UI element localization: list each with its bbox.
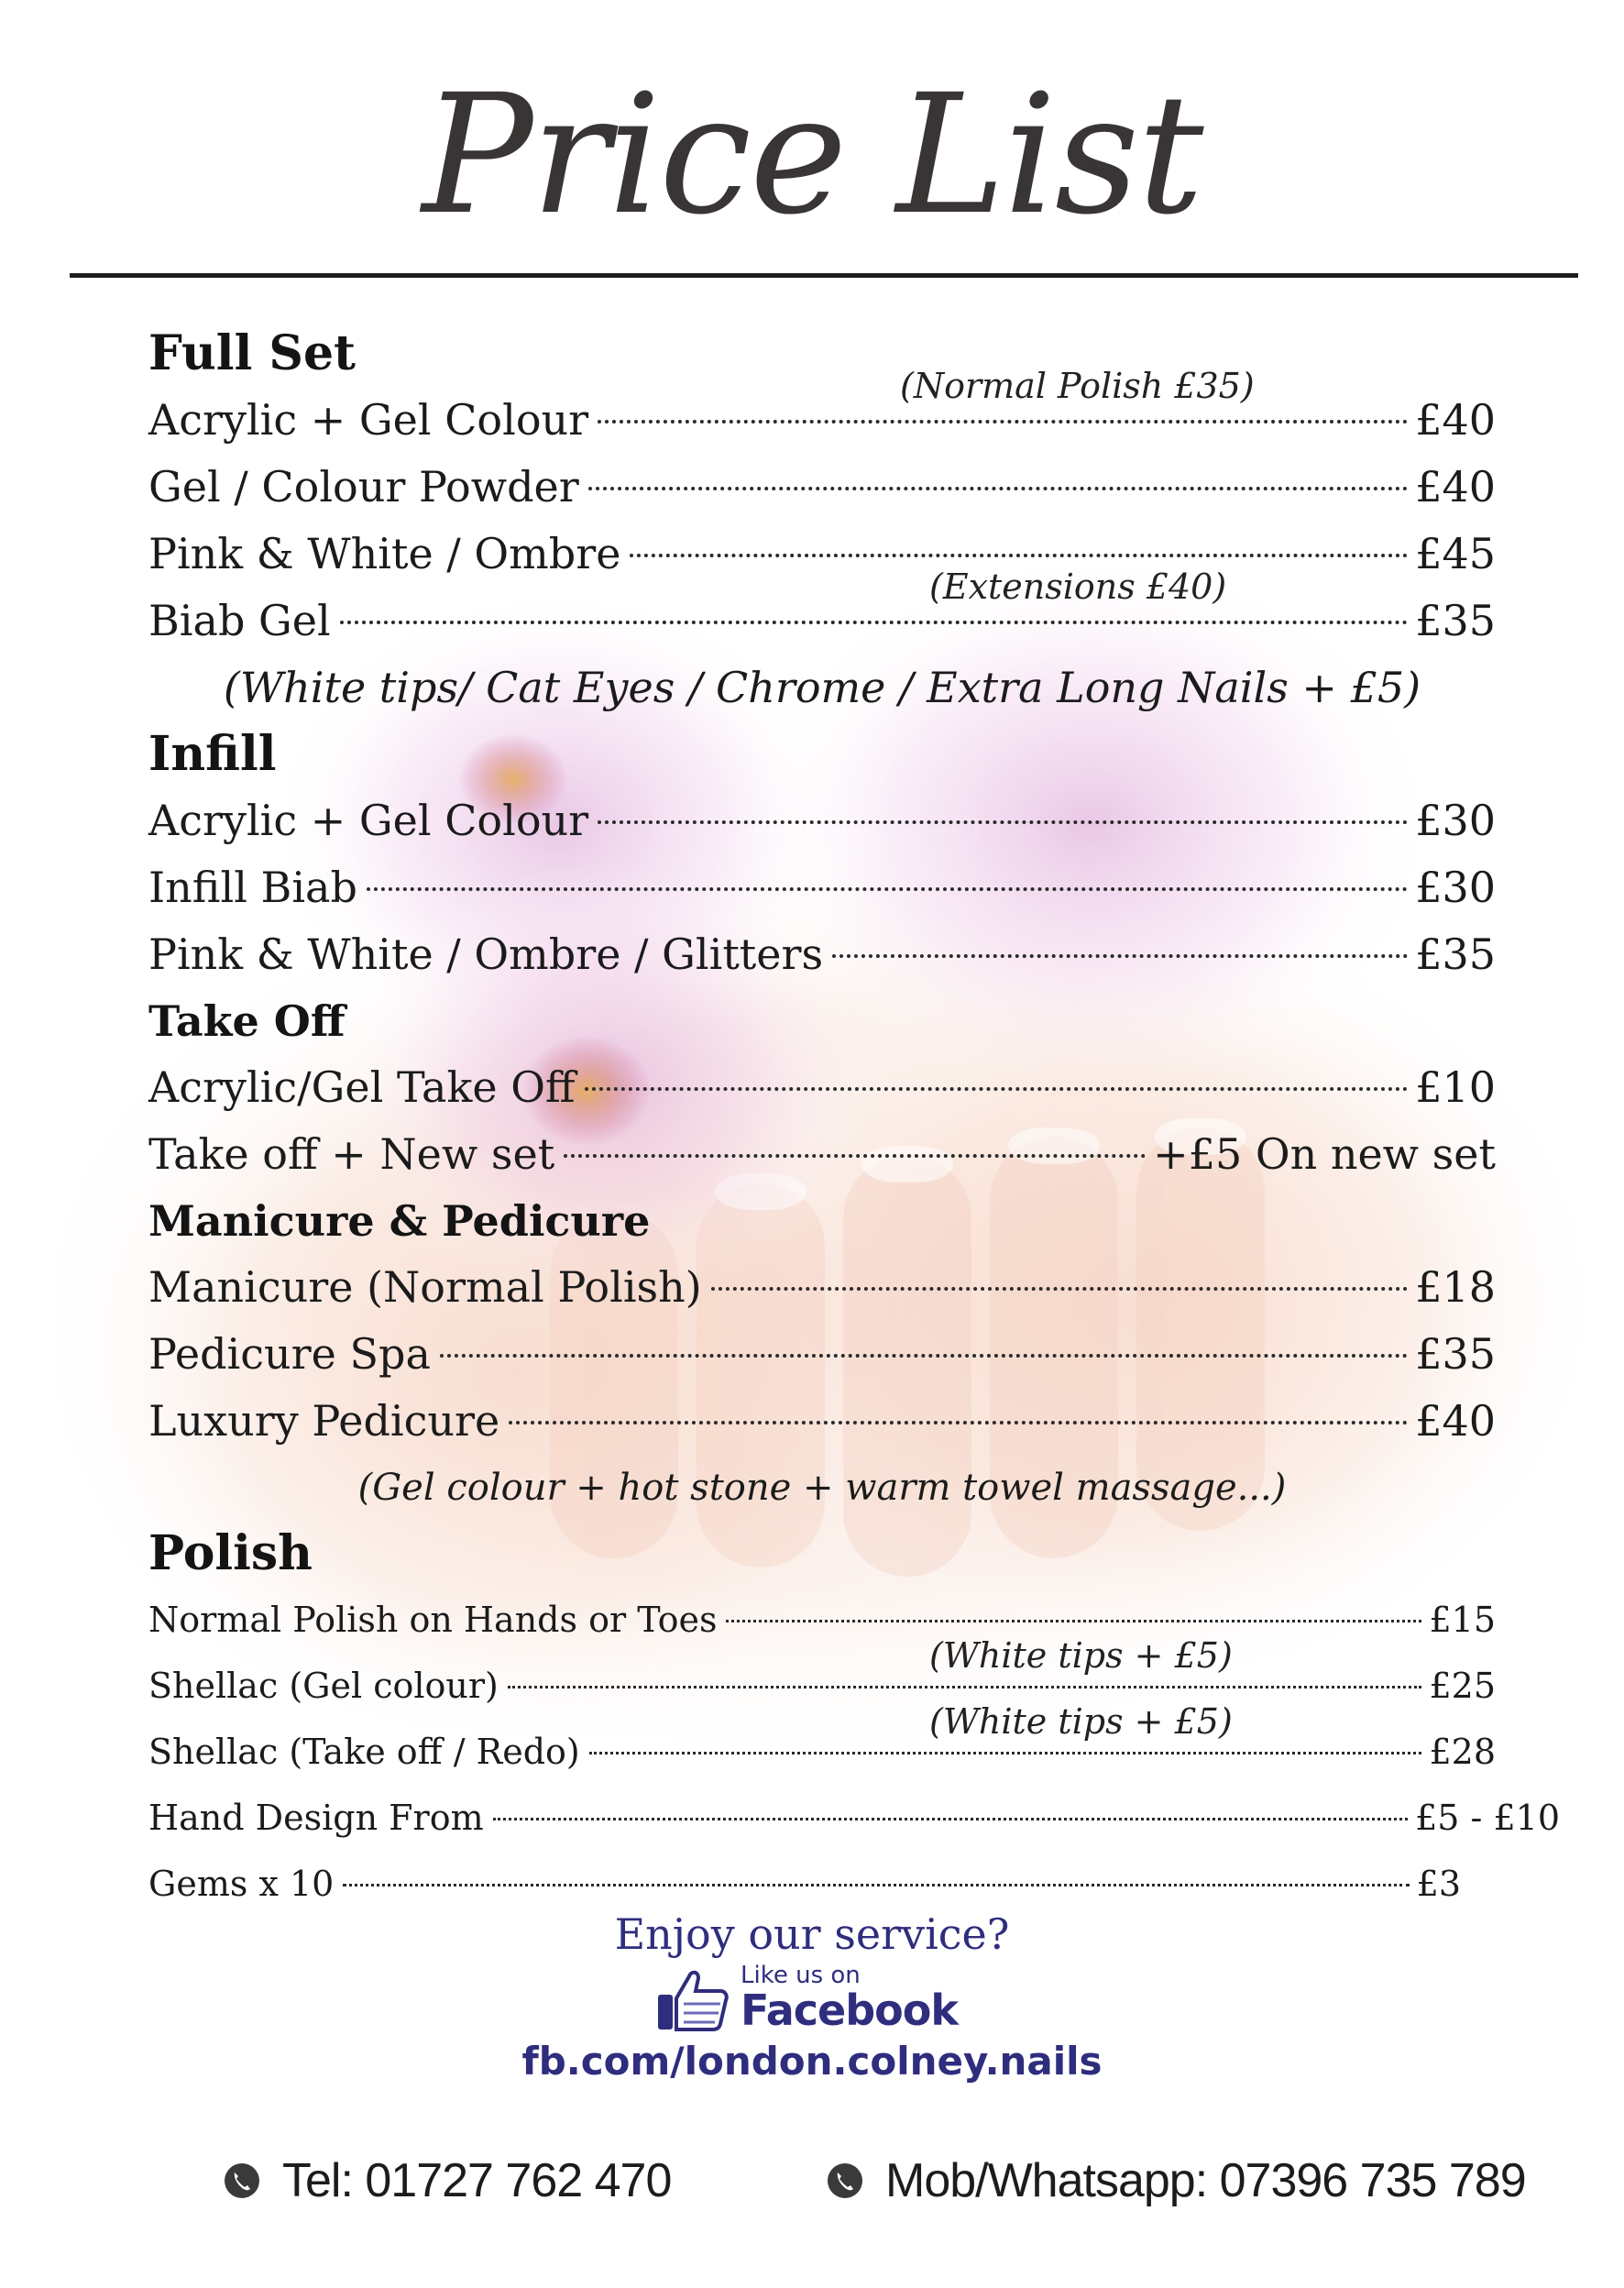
service-note: (White tips + £5)	[929, 1635, 1233, 1676]
service-note: (Extensions £40)	[929, 566, 1227, 607]
dot-leader	[588, 487, 1408, 490]
dot-leader	[493, 1818, 1409, 1820]
price-row	[148, 1321, 1496, 1388]
price-row	[148, 1254, 1496, 1321]
section-title-infill: Infill	[148, 726, 277, 782]
service-name: Pink & White / Ombre	[148, 529, 621, 578]
facebook-label: Facebook	[741, 1986, 958, 2035]
section-footnote: (White tips/ Cat Eyes / Chrome / Extra Long Nails + £5)	[223, 663, 1421, 712]
service-price: £40	[1415, 395, 1496, 445]
service-price: £35	[1415, 1329, 1496, 1379]
telephone-number: Tel: 01727 762 470	[282, 2154, 672, 2207]
service-note: (White tips + £5)	[929, 1701, 1233, 1742]
service-name: Hand Design From	[148, 1798, 484, 1838]
service-price: £5 - £10	[1415, 1798, 1560, 1838]
thumbs-up-icon	[656, 1967, 730, 2033]
section-title-polish: Polish	[148, 1525, 313, 1581]
price-row	[148, 1054, 1496, 1121]
facebook-url[interactable]: fb.com/london.colney.nails	[521, 2039, 1103, 2084]
service-name: Manicure (Normal Polish)	[148, 1262, 702, 1312]
price-row	[148, 1121, 1496, 1188]
service-price: £3	[1416, 1864, 1461, 1904]
service-name: Pink & White / Ombre / Glitters	[148, 930, 824, 979]
service-price: £30	[1415, 863, 1496, 912]
price-row	[148, 1587, 1496, 1653]
price-row	[148, 1785, 1560, 1851]
service-name: Acrylic + Gel Colour	[148, 796, 589, 845]
service-price: £45	[1415, 529, 1496, 578]
dot-leader	[340, 621, 1408, 624]
price-menu	[148, 321, 1560, 1917]
service-price: £18	[1415, 1262, 1496, 1312]
dot-leader	[711, 1287, 1408, 1291]
service-price: £35	[1415, 930, 1496, 979]
mobile-number: Mob/Whatsapp: 07396 735 789	[885, 2154, 1526, 2207]
phone-icon	[827, 2162, 863, 2199]
service-price: +£5 On new set	[1153, 1129, 1496, 1179]
service-price: £30	[1415, 796, 1496, 845]
dot-leader	[343, 1884, 1409, 1886]
section-title-full-set: Full Set	[148, 325, 357, 381]
service-price: £25	[1429, 1666, 1496, 1706]
section-title-take-off: Take Off	[148, 996, 346, 1046]
dot-leader	[598, 820, 1408, 824]
service-name: Acrylic/Gel Take Off	[148, 1062, 576, 1112]
dot-leader	[564, 1154, 1146, 1158]
service-name: Shellac (Take off / Redo)	[148, 1732, 580, 1772]
service-name: Acrylic + Gel Colour	[148, 395, 589, 445]
service-price: £40	[1415, 462, 1496, 512]
enjoy-tagline: Enjoy our service?	[614, 1909, 1010, 1959]
service-name: Take off + New set	[148, 1129, 555, 1179]
price-row	[148, 454, 1496, 521]
dot-leader	[508, 1686, 1422, 1688]
price-row	[148, 787, 1496, 854]
price-row	[148, 921, 1496, 988]
service-name: Pedicure Spa	[148, 1329, 431, 1379]
telephone-contact[interactable]	[224, 2149, 671, 2213]
service-price: £10	[1415, 1062, 1496, 1112]
service-name: Gel / Colour Powder	[148, 462, 579, 512]
price-row	[148, 521, 1496, 588]
section-footnote: (Gel colour + hot stone + warm towel massage...)	[357, 1467, 1287, 1509]
dot-leader	[630, 554, 1408, 557]
service-name: Shellac (Gel colour)	[148, 1666, 499, 1706]
title-divider	[70, 273, 1578, 278]
service-price: £15	[1429, 1600, 1496, 1640]
facebook-like-badge[interactable]	[656, 1962, 958, 2035]
mobile-contact[interactable]	[827, 2149, 1526, 2213]
service-name: Normal Polish on Hands or Toes	[148, 1600, 718, 1640]
phone-icon	[224, 2162, 260, 2199]
price-row	[148, 566, 1496, 654]
service-note: (Normal Polish £35)	[900, 366, 1255, 406]
price-row	[148, 1388, 1496, 1455]
page-title: Price List	[422, 60, 1202, 251]
price-row	[148, 854, 1496, 921]
service-name: Luxury Pedicure	[148, 1396, 500, 1446]
price-row	[148, 1635, 1496, 1719]
service-name: Infill Biab	[148, 863, 357, 912]
section-title-manicure-pedicure: Manicure & Pedicure	[148, 1196, 651, 1246]
dot-leader	[585, 1087, 1409, 1091]
service-price: £35	[1415, 596, 1496, 645]
dot-leader	[509, 1421, 1408, 1424]
dot-leader	[832, 954, 1408, 958]
like-us-label: Like us on	[741, 1962, 861, 1989]
dot-leader	[367, 887, 1408, 891]
service-price: £28	[1429, 1732, 1496, 1772]
dot-leader	[440, 1354, 1408, 1358]
service-price: £40	[1415, 1396, 1496, 1446]
dot-leader	[598, 420, 1408, 424]
price-row	[148, 366, 1496, 454]
dot-leader	[589, 1752, 1422, 1754]
price-row	[148, 1701, 1496, 1785]
service-name: Gems x 10	[148, 1864, 335, 1904]
service-name: Biab Gel	[148, 596, 331, 645]
dot-leader	[726, 1620, 1421, 1622]
